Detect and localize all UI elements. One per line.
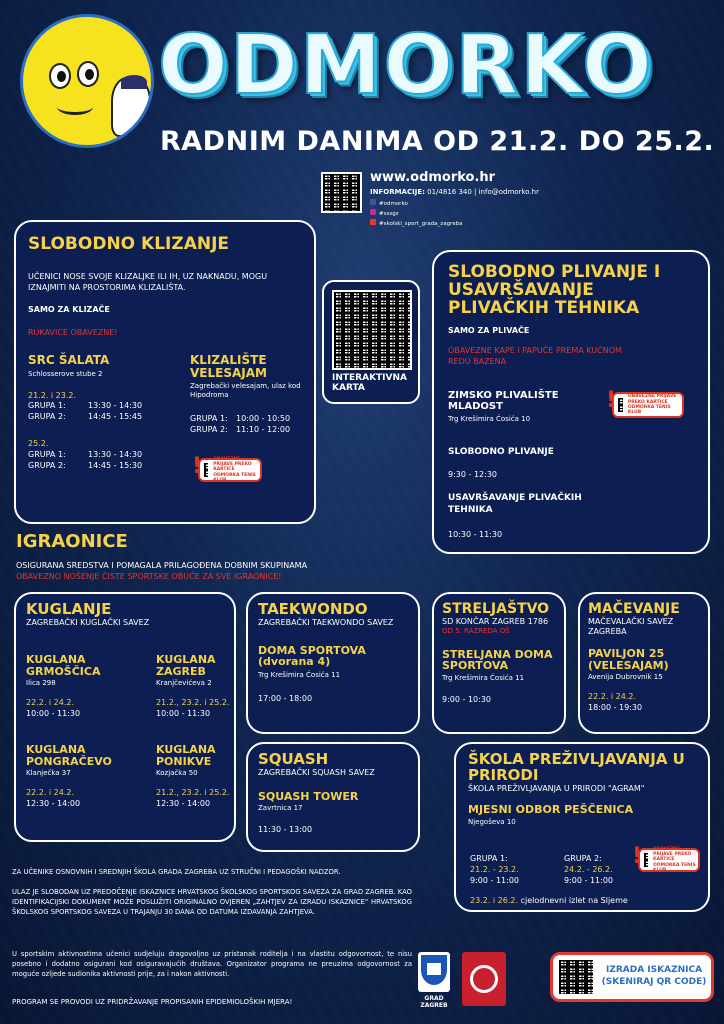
macevanje-address: Avenija Dubrovnik 15: [588, 673, 663, 682]
salata-row: GRUPA 1: 13:30 - 14:30: [28, 449, 143, 459]
badge-text: OBAVEZNE PRIJAVE PREKO KARTICE ODMORKA TENIS KLUB: [627, 394, 677, 416]
iskaznica-qr-icon: [557, 958, 595, 996]
skola-title: ŠKOLA PREŽIVLJAVANJA U PRIRODI: [468, 750, 685, 784]
plivanje-s2-time: 10:30 - 11:30: [448, 530, 503, 539]
taekwondo-card: [246, 592, 420, 734]
logo-title: ODMORKO: [158, 18, 654, 113]
venue-date: 21.2., 23.2. i 25.2.: [156, 698, 230, 708]
group-label: GRUPA 2:: [564, 854, 602, 863]
salata-row: GRUPA 2: 14:45 - 15:45: [28, 412, 143, 422]
streljastvo-time: 9:00 - 10:30: [442, 694, 491, 704]
streljastvo-title: STRELJAŠTVO: [442, 601, 550, 617]
squash-title: SQUASH: [258, 750, 329, 768]
venue-address: Ilica 298: [26, 679, 56, 688]
grad-zagreb-label: GRAD ZAGREB: [420, 995, 448, 1009]
venue-pongracevo: [26, 744, 156, 810]
trip-dates: 23.2. i 26.2.: [470, 896, 519, 905]
salata-date1: 21.2. i 23.2.: [28, 390, 77, 400]
macevanje-venue: PAVILJON 25 (VELESAJAM): [588, 647, 669, 672]
venue-ponikve: [156, 744, 236, 810]
qr-icon: [616, 396, 625, 414]
streljastvo-card: [432, 592, 566, 734]
skola-address: Njegoševa 10: [468, 817, 516, 826]
venue-time: 10:00 - 11:30: [26, 708, 81, 718]
qr-icon: [642, 851, 650, 869]
footer-p1: ZA UČENIKE OSNOVNIH I SREDNJIH ŠKOLA GRADA ZAGREBA UZ STRUČNI I PEDAGOŠKI NADZOR.: [12, 868, 341, 876]
mascot-mouth: [57, 99, 93, 115]
website-link[interactable]: www.odmorko.hr: [370, 170, 496, 185]
venue-address: Klanječka 37: [26, 769, 71, 778]
map-qr-icon: [332, 290, 412, 370]
website-qr-icon[interactable]: [321, 172, 362, 213]
social-list: [370, 199, 462, 229]
velesajam-block: [190, 354, 308, 436]
trip-text: cjelodnevni izlet na Sljeme: [520, 896, 628, 905]
salata-address: Schlosserove stube 2: [28, 369, 103, 378]
footer-p3: U sportskim aktivnostima učenici sudjeluju dragovoljno uz pristanak roditelja i na vlastitu odgovornost, te nisu posebno i dodatno osigurani kod osiguravajućih društava. Organizator programa ne preuzima odgovornost za moguće ozljede sudionika aktivnosti prije, za i nakon aktivnosti.: [12, 950, 412, 978]
velesajam-row: GRUPA 2: 11:10 - 12:00: [190, 425, 291, 435]
registration-badge[interactable]: [606, 388, 684, 418]
streljastvo-note: OD 5. RAZREDA OŠ: [442, 627, 510, 636]
taekwondo-venue: DOMA SPORTOVA (dvorana 4): [258, 643, 366, 669]
plivanje-card: [432, 250, 710, 554]
plivanje-s1-time: 9:30 - 12:30: [448, 470, 497, 479]
macevanje-org: MAČEVALAČKI SAVEZ ZAGREBA: [588, 616, 674, 637]
group-time: 9:00 - 11:00: [470, 875, 519, 885]
skola-card: [454, 742, 710, 912]
squash-time: 11:30 - 13:00: [258, 825, 313, 835]
registration-badge[interactable]: [632, 844, 700, 874]
plivanje-s2: USAVRŠAVANJE PLIVAČKIH TEHNIKA: [448, 493, 582, 516]
footer-p2: ULAZ JE SLOBODAN UZ PREDOČENJE ISKAZNICE HRVATSKOG ŠKOLSKOG SPORTSKOG SAVEZA ZA GRAD ZAGREB. KAO IDENTIFIKACIJSKI DOKUMENT MOŽE POSLUŽITI ORIGINALNO OVJEREN „ZAHTJEV ZA IZRADU ISKAZNICE“ HRVATSKOG ŠKOLSKOG SPORTSKOG SAVEZA U TRAJANJU 30 DANA OD DATUMA IZDAVANJA ZAHTJEVA.: [12, 888, 412, 916]
group-dates: 21.2. - 23.2.: [470, 864, 519, 874]
salata-row: GRUPA 1: 13:30 - 14:30: [28, 401, 143, 411]
klizanje-only: SAMO ZA KLIZAČE: [28, 305, 110, 315]
skola-group2: [564, 854, 613, 886]
taekwondo-time: 17:00 - 18:00: [258, 693, 313, 703]
venue-address: Kozjačka 50: [156, 769, 198, 778]
venue-name: KUGLANA GRMOŠČICA: [26, 653, 101, 678]
klizanje-intro: UČENICI NOSE SVOJE KLIZALJKE ILI IH, UZ NAKNADU, MOGU IZNAJMITI NA PROSTORIMA KLIZALIŠTA.: [28, 271, 268, 292]
streljastvo-address: Trg Krešimira Ćosića 11: [442, 673, 525, 682]
squash-address: Zavrtnica 17: [258, 804, 303, 813]
exclamation-icon: !: [192, 454, 203, 479]
info-label: INFORMACIJE:: [370, 188, 425, 196]
venue-date: 22.2. i 24.2.: [26, 698, 75, 708]
social-item[interactable]: #odmorko: [370, 199, 462, 209]
klizanje-card: [14, 220, 316, 524]
social-item[interactable]: #sssgz: [370, 209, 462, 219]
venue-date: 21.2., 23.2. i 25.2.: [156, 788, 230, 798]
venue-address: Kranjčevićeva 2: [156, 679, 212, 688]
map-label: INTERAKTIVNA KARTA: [332, 373, 407, 393]
group-label: GRUPA 1:: [470, 854, 508, 863]
skola-org: ŠKOLA PREŽIVLJAVANJA U PRIRODI "AGRAM": [468, 783, 645, 793]
group-time: 9:00 - 11:00: [564, 875, 613, 885]
plivanje-warning: OBAVEZNE KAPE I PAPUČE PREMA KUĆNOM REDU BAZENA: [448, 346, 622, 367]
mascot-logo: [20, 14, 154, 148]
venue-zagreb: [156, 654, 236, 720]
mascot-eye-left: [49, 63, 71, 89]
squash-card: [246, 742, 420, 852]
social-item[interactable]: #skolski_sport_grada_zagreba: [370, 219, 462, 229]
streljastvo-venue: STRELJANA DOMA SPORTOVA: [442, 647, 553, 673]
squash-org: ZAGREBAČKI SQUASH SAVEZ: [258, 767, 375, 777]
instagram-icon: [370, 209, 376, 215]
salata-date2: 25.2.: [28, 439, 49, 449]
skola-group1: [470, 854, 519, 886]
venue-time: 12:30 - 14:00: [26, 798, 81, 808]
macevanje-date: 22.2. i 24.2.: [588, 692, 637, 702]
interactive-map-card[interactable]: [322, 280, 420, 404]
sport-logo-icon: [470, 965, 498, 993]
venue-time: 12:30 - 14:00: [156, 798, 211, 808]
velesajam-address: Zagrebački velesajam, ulaz kod Hipodroma: [190, 382, 301, 400]
info-value: 01/4816 340 | info@odmorko.hr: [427, 188, 539, 196]
venue-name: KUGLANA PONGRAČEVO: [26, 743, 112, 768]
klizanje-warning: RUKAVICE OBAVEZNE!: [28, 328, 118, 338]
youtube-icon: [370, 219, 376, 225]
kuglanje-card: [14, 592, 236, 842]
mladost-block: [448, 390, 598, 424]
salata-name: SRC ŠALATA: [28, 353, 110, 367]
venue-name: KUGLANA ZAGREB: [156, 653, 216, 678]
plivanje-title: SLOBODNO PLIVANJE I USAVRŠAVANJE PLIVAČKIH TEHNIKA: [448, 262, 661, 318]
plivanje-only: SAMO ZA PLIVAČE: [448, 325, 530, 335]
skola-trip: [470, 896, 628, 907]
badge-text: OBAVEZNE PRIJAVE PREKO KARTICE ODMORKA TENIS KLUB: [653, 846, 696, 874]
group-dates: 24.2. - 26.2.: [564, 864, 613, 874]
iskaznica-label: IZRADA ISKAZNICA (SKENIRAJ QR CODE): [601, 965, 707, 987]
igraonice-line1: OSIGURANA SREDSTVA I POMAGALA PRILAGOĐENA DOBNIM SKUPINAMA: [16, 561, 308, 570]
salata-block: [28, 354, 178, 471]
venue-time: 10:00 - 11:30: [156, 708, 211, 718]
igraonice-title: IGRAONICE: [16, 531, 128, 552]
velesajam-row: GRUPA 1: 10:00 - 10:50: [190, 414, 291, 424]
dates-subtitle: RADNIM DANIMA OD 21.2. DO 25.2.: [160, 126, 715, 157]
macevanje-card: [578, 592, 710, 734]
registration-badge[interactable]: [192, 454, 262, 484]
mladost-name: ZIMSKO PLIVALIŠTE MLADOST: [448, 390, 559, 412]
mladost-address: Trg Krešimira Ćosića 10: [448, 415, 531, 423]
klizanje-title: SLOBODNO KLIZANJE: [28, 234, 230, 254]
facebook-icon: [370, 199, 376, 205]
velesajam-name: KLIZALIŠTE VELESAJAM: [190, 353, 267, 380]
zagreb-crest-logo: [418, 952, 450, 992]
salata-row: GRUPA 2: 14:45 - 15:30: [28, 460, 143, 470]
kuglanje-org: ZAGREBAČKI KUGLAČKI SAVEZ: [26, 617, 150, 627]
iskaznica-box[interactable]: [550, 952, 714, 1002]
badge-text: OBAVEZNE PRIJAVE PREKO KARTICE ODMORKA TENIS KLUB: [213, 456, 256, 484]
venue-name: KUGLANA PONIKVE: [156, 743, 216, 768]
venue-grmoscica: [26, 654, 146, 720]
plivanje-s1: SLOBODNO PLIVANJE: [448, 447, 554, 457]
venue-date: 22.2. i 24.2.: [26, 788, 75, 798]
qr-icon: [202, 461, 210, 479]
macevanje-time: 18:00 - 19:30: [588, 703, 643, 713]
exclamation-icon: !: [632, 844, 643, 869]
macevanje-title: MAČEVANJE: [588, 601, 680, 617]
taekwondo-title: TAEKWONDO: [258, 600, 368, 618]
streljastvo-org: SD KONČAR ZAGREB 1786: [442, 616, 549, 626]
skola-venue: MJESNI ODBOR PEŠČENICA: [468, 803, 634, 817]
igraonice-line2: OBAVEZNO NOŠENJE ČISTE SPORTSKE OBUĆE ZA SVE IGRAONICE!: [16, 572, 282, 581]
taekwondo-address: Trg Krešimira Ćosića 11: [258, 670, 341, 679]
mascot-eye-right: [77, 61, 99, 87]
school-sport-logo: [462, 952, 506, 1006]
info-line: [370, 188, 539, 196]
kuglanje-title: KUGLANJE: [26, 600, 112, 618]
footer-p4: PROGRAM SE PROVODI UZ PRIDRŽAVANJE PROPISANIH EPIDEMIOLOŠKIH MJERA!: [12, 998, 293, 1006]
crest-shield-icon: [421, 955, 447, 985]
taekwondo-org: ZAGREBAČKI TAEKWONDO SAVEZ: [258, 617, 394, 627]
squash-venue: SQUASH TOWER: [258, 789, 359, 803]
exclamation-icon: !: [606, 388, 617, 413]
mascot-figure: [111, 77, 151, 137]
